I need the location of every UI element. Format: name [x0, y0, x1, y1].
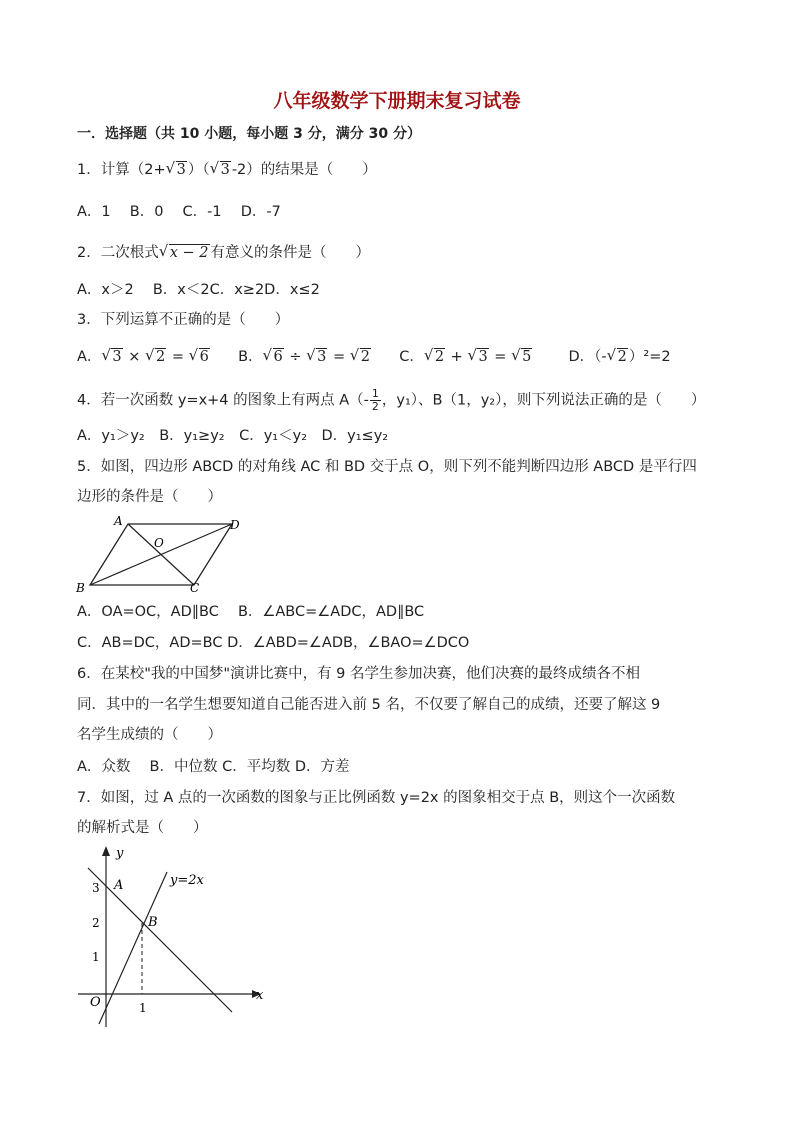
question-7-line-1: 7．如图，过 A 点的一次函数的图象与正比例函数 y=2x 的图象相交于点 B，则这个一次函数	[77, 790, 676, 806]
question-5-options-cd: C．AB=DC，AD=BC D．∠ABD=∠ADB，∠BAO=∠DCO	[77, 635, 470, 651]
tick-y-3: 3	[92, 881, 100, 895]
section-heading: 一．选择题（共 10 小题，每小题 3 分，满分 30 分）	[77, 126, 421, 142]
question-5-line-1: 5．如图，四边形 ABCD 的对角线 AC 和 BD 交于点 O，则下列不能判断四边形 ABCD 是平行四	[77, 459, 697, 475]
point-b-label: B	[148, 915, 158, 930]
y-axis-label: y	[116, 846, 124, 861]
diagonal-bd	[90, 524, 232, 585]
parallelogram-figure	[72, 512, 252, 598]
function-graph-figure	[72, 842, 272, 1032]
question-3-options: A．√ 3 × √ 2 = √ 6 B．√ 6 ÷ √ 3 = √ 2 C．√ 2 + √ 3 = √ 5 D．（-√ 2 ）²=2	[77, 347, 671, 367]
origin-label: O	[90, 995, 101, 1010]
question-6-line-1: 6．在某校"我的中国梦"演讲比赛中，有 9 名学生参加决赛，他们决赛的最终成绩各不相	[77, 666, 641, 682]
y-axis-arrow	[102, 846, 110, 856]
tick-y-1: 1	[92, 950, 100, 964]
tick-x-1: 1	[139, 1001, 147, 1015]
line-y-2x	[99, 872, 167, 1024]
sqrt-3: √ 3	[211, 160, 231, 180]
tick-y-2: 2	[92, 916, 100, 930]
question-6-line-2: 同．其中的一名学生想要知道自己能否进入前 5 名，不仅要了解自己的成绩，还要了解这 9	[77, 697, 661, 713]
label-d: D	[230, 518, 240, 532]
label-o: O	[154, 536, 164, 550]
point-a-label: A	[114, 878, 124, 893]
question-4: 4．若一次函数 y=x+4 的图象上有两点 A（- $\frac{1}{2}$ ，y₁）、B（1，y₂），则下列说法正确的是（ ）	[77, 387, 706, 413]
x-axis-label: x	[256, 988, 264, 1003]
label-a: A	[114, 514, 123, 528]
question-1: 1．计算（2+√ 3 ）（√ 3 -2）的结果是（ ）	[77, 160, 377, 180]
question-5-options-ab: A．OA=OC，AD∥BC B．∠ABC=∠ADC，AD∥BC	[77, 604, 425, 620]
question-2-options: A．x＞2 B．x＜2C．x≥2D．x≤2	[77, 282, 320, 298]
label-c: C	[190, 581, 200, 595]
question-6-options: A．众数 B．中位数 C．平均数 D．方差	[77, 759, 350, 775]
question-2: 2．二次根式√ x − 2 有意义的条件是（ ）	[77, 243, 370, 263]
question-7-line-2: 的解析式是（ ）	[77, 820, 208, 836]
line-through-a-b	[88, 868, 232, 1012]
question-4-options: A．y₁＞y₂ B．y₁≥y₂ C．y₁＜y₂ D．y₁≤y₂	[77, 428, 389, 444]
question-3: 3．下列运算不正确的是（ ）	[77, 312, 290, 328]
fraction-one-half: $\frac{1}{2}$	[371, 387, 379, 413]
question-1-options: A．1 B．0 C．-1 D．-7	[77, 204, 281, 220]
question-6-line-3: 名学生成绩的（ ）	[77, 727, 222, 743]
sqrt-x-minus-2: √ x − 2	[160, 243, 210, 263]
question-5-line-2: 边形的条件是（ ）	[77, 489, 222, 505]
page-title: 八年级数学下册期末复习试卷	[273, 90, 521, 112]
sqrt-3: √ 3	[167, 160, 187, 180]
line-label-y-2x: y=2x	[170, 873, 204, 888]
label-b: B	[76, 581, 85, 595]
